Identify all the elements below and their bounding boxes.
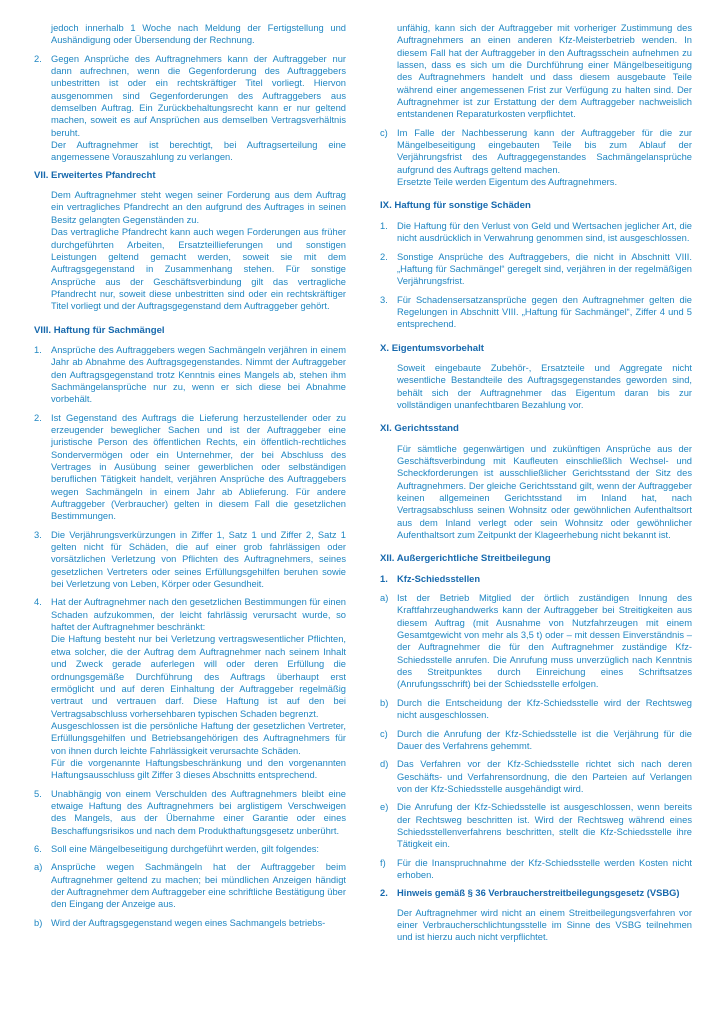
section-heading: XII. Außergerichtliche Streitbeilegung (380, 553, 551, 565)
item-text: Soll eine Mängelbeseitigung durchgeführt werden, gilt folgendes: (51, 843, 320, 854)
list-item (380, 592, 692, 691)
item-number: 4. (34, 597, 42, 608)
section-heading: VII. Erweitertes Pfandrecht (34, 169, 156, 181)
section-xii (380, 553, 692, 943)
list-item (380, 857, 692, 882)
subsection-heading (380, 573, 692, 585)
item-number: d) (380, 759, 389, 770)
continuation-text: jedoch innerhalb 1 Woche nach Meldung der Fertigstellung und Aushändigung oder Übersendung der Rechnung. (51, 23, 346, 46)
item-text: Hat der Auftragnehmer nach den gesetzlichen Bestimmungen für einen Schaden aufzukommen, der leicht fahrlässig verursacht wurde, so haftet der Auftragnehmer beschränkt: (51, 597, 346, 633)
item-number: 2. (380, 888, 388, 899)
continuation-text: unfähig, kann sich der Auftraggeber mit vorheriger Zustimmung des Auftragnehmers an einen anderen Kfz-Meisterbetrieb wenden. In diesem Fall hat der Auftraggeber in den Auftragsschein aufnehmen zu lassen, dass es sich um die Durchführung einer Mängelbeseitigung des Auftragnehmers handelt und dass diesem ausgebaute Teile während einer angemessenen Frist zur Verfügung zu halten sind. Der Auftragnehmer ist zur Erstattung der dem Auftraggeber nachweislich entstandenen Reparaturkosten verpflichtet. (397, 23, 692, 120)
section-xi (380, 423, 692, 541)
item-extra: Der Auftragnehmer ist berechtigt, bei Auftragserteilung eine angemessene Vorauszahlung zu verlangen. (51, 140, 346, 163)
item-text: Sonstige Ansprüche des Auftraggebers, die nicht in Abschnitt VIII. „Haftung für Sachmängel“ geregelt sind, verjähren in der regelmäßigen Verjährungsfrist. (397, 251, 692, 287)
list-item (34, 53, 346, 164)
subsection-title: Kfz-Schiedsstellen (397, 573, 481, 584)
item-number: b) (34, 917, 43, 928)
item-number: f) (380, 857, 386, 868)
list-item (380, 728, 692, 753)
item-number: c) (380, 127, 388, 138)
item-text: Unabhängig von einem Verschulden des Auftragnehmers bleibt eine etwaige Haftung des Auftragnehmers bei arglistigem Verschweigen des Mangels, aus der Übernahme einer Garantie oder eines Beschaffungsrisikos und nach dem Produkthaftungsgesetz unberührt. (51, 788, 346, 836)
section-heading: XI. Gerichtsstand (380, 423, 459, 435)
list-item (380, 220, 692, 245)
item-text: Gegen Ansprüche des Auftragnehmers kann der Auftraggeber nur dann aufrechnen, wenn die Gegenforderung des Auftraggebers unbestritten ist oder ein rechtskräftiger Titel vorliegt. Hiervon ausgenommen sind Gegenforderungen des Auftraggebers aus demselben Auftrag. Ein Zurückbehaltungsrecht kann er nur geltend machen, soweit es auf Ansprüchen aus demselben Vertragsverhältnis beruht. (51, 53, 346, 138)
list-item (380, 801, 692, 850)
item-text: Ist der Betrieb Mitglied der örtlich zuständigen Innung des Kraftfahrzeughandwerks kann der Auftraggeber bei Streitigkeiten aus diesem Auftrag (mit Ausnahme von Nutzfahrzeugen mit einem Gesamtgewicht von mehr als 3,5 t) oder – mit dessen Einverständnis – der Auftragnehmer die für den Auftragnehmer zuständige Kfz-Schiedsstelle anrufen. Die Anrufung muss unverzüglich nach Kenntnis des Streitpunktes durch Einreichung eines Schriftsatzes (Anrufungsschrift) bei der Schiedsstelle erfolgen. (397, 593, 692, 690)
item-number: b) (380, 697, 389, 708)
list-item (34, 788, 346, 837)
item-number: 1. (380, 573, 388, 584)
item-text: Für Schadensersatzansprüche gegen den Auftragnehmer gelten die Regelungen in Abschnitt VIII. „Haftung für Sachmängel“, Ziffer 4 und 5 entsprechend. (397, 294, 692, 330)
list-item (34, 843, 346, 855)
item-number: 3. (34, 529, 42, 540)
item-text: Wird der Auftragsgegenstand wegen eines Sachmangels betriebs- (51, 917, 326, 928)
list-item (34, 412, 346, 523)
item-number: c) (380, 728, 388, 739)
item-text: Die Anrufung der Kfz-Schiedsstelle ist ausgeschlossen, wenn bereits der Rechtsweg beschritten ist. Wird der Rechtsweg während eines Schiedsstellenverfahrens beschritten, stellt die Kfz-Schiedsstelle ihre Tätigkeit ein. (397, 802, 692, 850)
section-heading: IX. Haftung für sonstige Schäden (380, 200, 531, 212)
item-text: Ansprüche des Auftraggebers wegen Sachmängeln verjähren in einem Jahr ab Abnahme des Auftragsgegenstandes. Nimmt der Auftraggeber den Auftragsgegenstand trotz Kenntnis eines Mangels ab, stehen ihm Sachmängelansprüche nur zu, wenn er sich diese bei Abnahme vorbehält. (51, 344, 346, 405)
item-text: Für die Inanspruchnahme der Kfz-Schiedsstelle werden Kosten nicht erhoben. (397, 857, 692, 880)
list-item (34, 861, 346, 910)
item-text: Das Verfahren vor der Kfz-Schiedsstelle richtet sich nach deren Geschäfts- und Verfahrensordnung, die den Parteien auf Verlangen von der Kfz-Schiedsstelle ausgehändigt wird. (397, 759, 692, 794)
list-item (380, 251, 692, 288)
list-item (34, 344, 346, 406)
section-ix (380, 200, 692, 330)
item-text: Ist Gegenstand des Auftrags die Lieferung herzustellender oder zu erzeugender beweglicher Sachen und ist der Auftraggeber eine juristische Person des öffentlichen Rechts, ein öffentlich-rechtliches Sondervermögen oder ein Unternehmer, der bei Abschluss des Vertrages in Ausübung seiner gewerblichen oder selbständigen beruflichen Tätigkeit handelt, verjähren Ansprüche des Auftraggebers wegen Sachmängeln in einem Jahr ab Ablieferung. Für andere Auftraggeber (Verbraucher) gelten in diesem Fall die gesetzlichen Bestimmungen. (51, 412, 346, 522)
section-x (380, 343, 692, 412)
item-number: 5. (34, 788, 42, 799)
list-item (380, 127, 692, 189)
subsection-title: Hinweis gemäß § 36 Verbraucherstreitbeilegungsgesetz (VSBG) (397, 888, 680, 899)
right-column (380, 22, 692, 944)
item-text: Für die vorgenannte Haftungsbeschränkung und den vorgenannten Haftungsausschluss gilt Ziffer 3 dieses Abschnitts entsprechend. (51, 757, 346, 781)
left-column (34, 22, 346, 935)
item-text: Durch die Anrufung der Kfz-Schiedsstelle ist die Verjährung für die Dauer des Verfahrens gehemmt. (397, 728, 692, 751)
list-item (34, 529, 346, 591)
list-item (380, 294, 692, 331)
item-number: 1. (34, 344, 42, 355)
list-item (34, 917, 346, 929)
list-item (34, 596, 346, 781)
paragraph: Der Auftragnehmer wird nicht an einem Streitbeilegungsverfahren vor einer Verbraucherschlichtungsstelle im Sinne des VSBG teilnehmen und ist hierzu auch nicht verpflichtet. (397, 907, 692, 943)
list-item (380, 758, 692, 795)
item-number: 6. (34, 843, 42, 854)
item-number: 1. (380, 220, 388, 231)
paragraph: Für sämtliche gegenwärtigen und zukünftigen Ansprüche aus der Geschäftsverbindung mit Kaufleuten einschließlich Wechsel- und Scheckforderungen ist ausschließlicher Gerichtsstand der Sitz des Auftragnehmers. Der gleiche Gerichtsstand gilt, wenn der Auftraggeber keinen allgemeinen Gerichtsstand im Inland hat, nach Vertragsabschluss seinen Wohnsitz oder gewöhnlichen Aufenthaltsort aus dem Inland verlegt oder sein Wohnsitz oder gewöhnlicher Aufenthaltsort zum Zeitpunkt der Klageerhebung nicht bekannt ist. (397, 443, 692, 541)
item-text: Durch die Entscheidung der Kfz-Schiedsstelle wird der Rechtsweg nicht ausgeschlossen. (397, 697, 692, 721)
list-item (380, 697, 692, 722)
section-heading: VIII. Haftung für Sachmängel (34, 324, 165, 336)
item-text: Ansprüche wegen Sachmängeln hat der Auftraggeber beim Auftragnehmer geltend zu machen; bei mündlichen Anzeigen händigt der Auftragnehmer dem Auftraggeber eine schriftliche Bestätigung über den Eingang der Anzeige aus. (51, 862, 346, 910)
item-text: Ausgeschlossen ist die persönliche Haftung der gesetzlichen Vertreter, Erfüllungsgehilfen und Betriebsangehörigen des Auftragnehmers für von ihnen durch leichte Fahrlässigkeit verursachte Schäden. (51, 720, 346, 756)
paragraph: Das vertragliche Pfandrecht kann auch wegen Forderungen aus früher durchgeführten Arbeiten, Ersatzteillieferungen und sonstigen Leistungen geltend gemacht werden, soweit sie mit dem Auftragsgegenstand in Zusammenhang stehen. Für sonstige Ansprüche aus der Geschäftsverbindung gilt das vertragliche Pfandrecht nur, soweit diese unbestritten sind oder ein rechtskräftiger Titel vorliegt und der Auftragsgegenstand dem Auftraggeber gehört. (51, 227, 346, 312)
item-number: 2. (34, 53, 42, 64)
section-viii (34, 325, 346, 929)
item-extra: Ersetzte Teile werden Eigentum des Auftragnehmers. (397, 177, 618, 188)
item-number: 2. (380, 251, 388, 262)
item-number: e) (380, 802, 389, 813)
item-number: a) (34, 862, 43, 873)
item-text: Im Falle der Nachbesserung kann der Auftraggeber für die zur Mängelbeseitigung eingebauten Teile bis zum Ablauf der Verjährungsfrist des Auftraggegenstandes Sachmängelansprüche aufgrund des Auftrags geltend machen. (397, 127, 692, 175)
item-text: Die Verjährungsverkürzungen in Ziffer 1, Satz 1 und Ziffer 2, Satz 1 gelten nicht für Schäden, die auf einer grob fahrlässigen oder vorsätzlichen Verletzung von Pflichten des Auftragnehmers, seines gesetzlichen Vertreters oder seines Erfüllungsgehilfen beruhen sowie bei Verletzung von Leben, Körper oder Gesundheit. (51, 529, 346, 590)
item-number: a) (380, 593, 389, 604)
item-number: 2. (34, 412, 42, 423)
item-text: Die Haftung für den Verlust von Geld und Wertsachen jeglicher Art, die nicht ausdrücklich in Verwahrung genommen sind, ist ausgeschlossen. (397, 220, 692, 244)
paragraph: Soweit eingebaute Zubehör-, Ersatzteile und Aggregate nicht wesentliche Bestandteile des Auftragsgegenstandes geworden sind, behält sich der Auftragnehmer das Eigentum daran bis zur vollständigen unanfechtbaren Bezahlung vor. (397, 362, 692, 410)
section-heading: X. Eigentumsvorbehalt (380, 342, 484, 354)
item-text: Die Haftung besteht nur bei Verletzung vertragswesentlicher Pflichten, etwa solcher, die der Auftrag dem Auftragnehmer nach seinem Inhalt und Zweck gerade auferlegen will oder deren Erfüllung die ordnungsgemäße Durchführung des Auftrags überhaupt erst ermöglicht und auf deren Einhaltung der Auftraggeber regelmäßig vertraut und vertrauen darf. Diese Haftung ist auf den bei Vertragsabschluss vorhersehbaren typischen Schaden begrenzt. (51, 634, 346, 719)
subsection-heading (380, 887, 692, 899)
item-number: 3. (380, 294, 388, 305)
paragraph: Dem Auftragnehmer steht wegen seiner Forderung aus dem Auftrag ein vertragliches Pfandrecht an den aufgrund des Auftrages in seinen Besitz gelangten Gegenständen zu. (51, 190, 346, 225)
section-vii (34, 170, 346, 313)
